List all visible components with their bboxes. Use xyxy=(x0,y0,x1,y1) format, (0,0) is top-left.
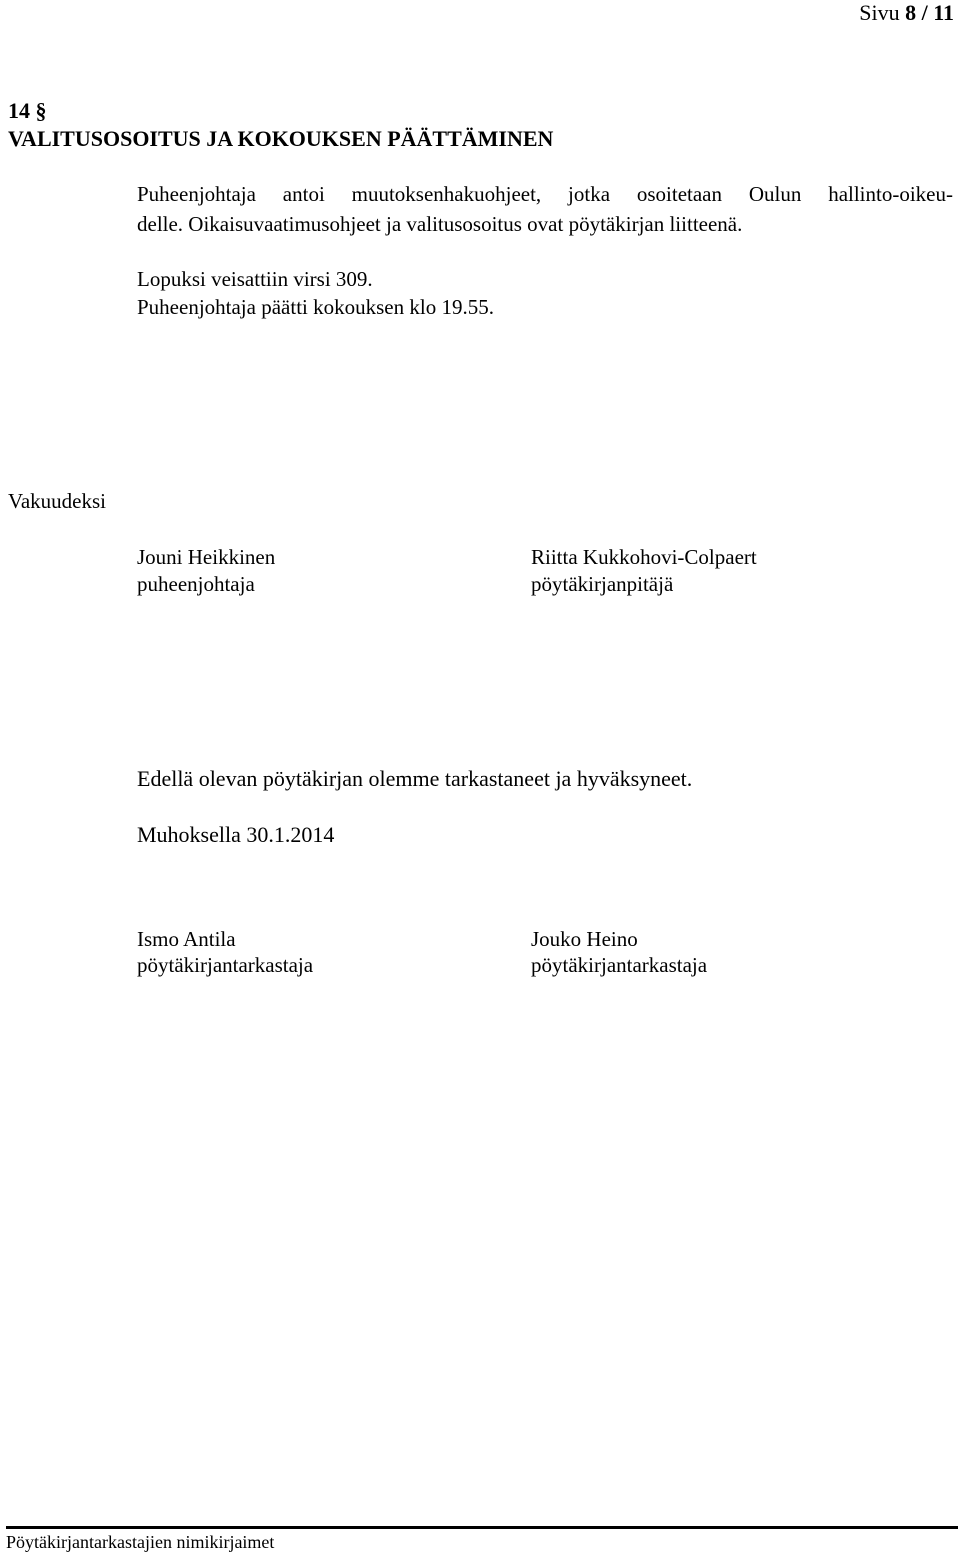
inspection-statement: Edellä olevan pöytäkirjan olemme tarkastaneet ja hyväksyneet. xyxy=(137,766,693,791)
section-number xyxy=(8,98,47,124)
inspector-1-role: pöytäkirjantarkastaja xyxy=(137,953,314,977)
paragraph-closing-line-2: Puheenjohtaja päätti kokouksen klo 19.55. xyxy=(137,295,494,319)
page-total: 11 xyxy=(933,0,954,25)
page-prefix: Sivu xyxy=(859,0,900,25)
paragraph-appeal-line-1: Puheenjohtaja antoi muutoksenhakuohjeet, jotka osoitetaan Oulun hallinto-oikeu- xyxy=(137,182,953,206)
footer-label: Pöytäkirjantarkastajien nimikirjaimet xyxy=(6,1532,275,1552)
inspector-2-role: pöytäkirjantarkastaja xyxy=(531,953,708,977)
page-current: 8 xyxy=(905,0,917,25)
section-symbol: § xyxy=(35,98,47,123)
chair-role: puheenjohtaja xyxy=(137,572,255,596)
footer-divider xyxy=(6,1526,958,1529)
paragraph-closing-line-1: Lopuksi veisattiin virsi 309. xyxy=(137,267,373,291)
place-date: Muhoksella 30.1.2014 xyxy=(137,822,335,847)
secretary-role: pöytäkirjanpitäjä xyxy=(531,572,674,596)
inspector-2-name: Jouko Heino xyxy=(531,927,638,951)
secretary-name: Riitta Kukkohovi-Colpaert xyxy=(531,545,757,569)
inspector-1-name: Ismo Antila xyxy=(137,927,236,951)
page-separator: / xyxy=(921,0,928,25)
chair-name: Jouni Heikkinen xyxy=(137,545,276,569)
page-number xyxy=(859,0,954,26)
section-title: VALITUSOSOITUS JA KOKOUKSEN PÄÄTTÄMINEN xyxy=(8,126,554,151)
paragraph-appeal-line-2: delle. Oikaisuvaatimusohjeet ja valitusosoitus ovat pöytäkirjan liitteenä. xyxy=(137,212,743,236)
signatures-heading: Vakuudeksi xyxy=(8,489,106,513)
section-number-value: 14 xyxy=(8,98,30,123)
